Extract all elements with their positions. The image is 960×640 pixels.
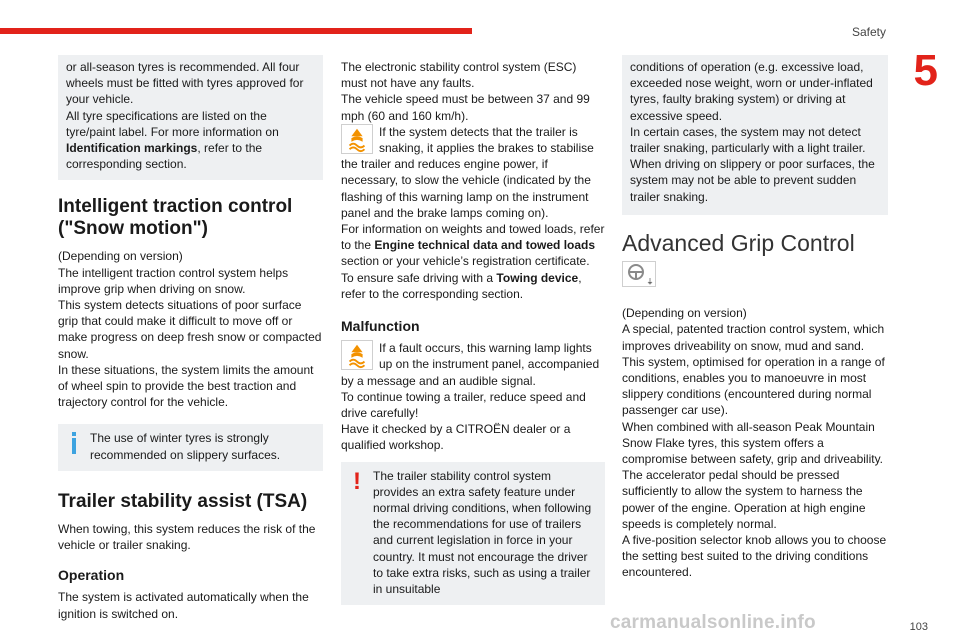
trailer-warning-lamp-icon-2 [341,340,373,370]
section-title: Safety [851,25,886,39]
column-3 [622,55,888,581]
snaking-paragraph [341,124,605,221]
malfunction-paragraph [341,340,605,453]
tyres-note-box [58,55,323,180]
weights-bold-1: Engine technical data and towed loads [374,238,596,253]
info-note-text: The use of winter tyres is strongly recommended on slippery surfaces. [90,431,281,462]
warning-box-text: The trailer stability control system provides an extra safety feature under normal driving conditions, when following the recommendations for use of trailers and current legislation in force in your country. It must not encourage the driver to take extra risks, such as using a trailer in unsuitable [373,468,592,597]
malfunction-text: If a fault occurs, this warning lamp lights up on the instrument panel, accompanied by a message and an audible signal. To continue towing a trailer, reduce speed and drive carefully! Have it checked by a CITROËN dealer or a qualified workshop. [341,341,600,453]
trailer-warning-lamp-icon [341,124,373,154]
snow-motion-text: (Depending on version) The intelligent traction control system helps improve grip when driving on snow. This system detects situations of poor surface grip that could make it difficult to move off or make progress on deep fresh snow or compacted snow. In these situations, the system limits the amount of wheel spin to provide the best traction and trajectory control for the vehicle. [58,249,322,410]
weights-paragraph [341,221,605,302]
advanced-grip-control-icon [622,261,656,287]
warning-continuation-text: conditions of operation (e.g. excessive load, exceeded nose weight, worn or under-inflated tyres, faulty braking system) or driving at excessive speed. In certain cases, the system may not detect trailer snaking, particularly with a light trailer. When driving on slippery or poor surfaces, the system may not be able to prevent sudden trailer snaking. [630,60,875,204]
column-2 [341,55,605,605]
watermark: carmanualsonline.info [610,612,816,633]
agc-heading: Advanced Grip Control [622,229,855,256]
tyres-note-bold: Identification markings [66,141,198,156]
tyres-note-end: , refer to the corresponding section. [66,141,263,172]
column-1 [58,55,323,622]
operation-heading: Operation [58,567,125,584]
tsa-text: When towing, this system reduces the risk of the vehicle or trailer snaking. [58,521,316,553]
weights-bold-2: Towing device [496,270,579,285]
warning-continuation-box [622,55,888,215]
snaking-text: If the system detects that the trailer is snaking, it applies the brakes to stabilise the trailer and reduces engine power, if necessary, to slow the vehicle (indicated by the flashing of this warning lamp on the instrument panel and the brake lamps coming on). [341,124,594,220]
malfunction-heading: Malfunction [341,318,420,335]
weights-text-2: section or your vehicle’s registration certificate. To ensure safe driving with a [341,254,590,285]
warning-box [341,462,605,606]
info-icon [72,432,76,454]
weights-text-3: , refer to the corresponding section. [341,270,582,301]
tyres-note-text: or all-season tyres is recommended. All four wheels must be fitted with tyres approved for your vehicle. All tyre specifications are listed on the tyre/paint label. For more information on [66,60,304,139]
info-note-box [58,424,323,470]
snow-motion-heading: Intelligent traction control ("Snow motion") [58,196,293,240]
agc-text: (Depending on version) A special, patented traction control system, which improves driveability on snow, mud and sand. This system, optimised for operation in a range of conditions, enables you to manoeuvre in most slippery conditions (encountered during normal passenger car use). When combined with all-season Peak Mountain Snow Flake tyres, this system offers a compromise between safety, grip and driveability. The accelerator pedal should be pressed sufficiently to allow the system to harness the power of the engine. Operation at high engine speeds is completely normal. A five-position selector knob allows you to choose the setting best suited to the driving conditions encountered. [622,306,887,580]
operation-text: The system is activated automatically when the ignition is switched on. [58,590,309,621]
tsa-heading: Trailer stability assist (TSA) [58,490,308,512]
page-number: 103 [909,621,928,633]
header-accent-bar [0,28,472,34]
weights-text-1: For information on weights and towed loads, refer to the [341,222,605,253]
esc-text: The electronic stability control system (ESC) must not have any faults. The vehicle speed must be between 37 and 99 mph (60 and 160 km/h). [341,60,590,123]
chapter-number: 5 [913,46,938,95]
exclamation-icon: ! [353,467,361,495]
